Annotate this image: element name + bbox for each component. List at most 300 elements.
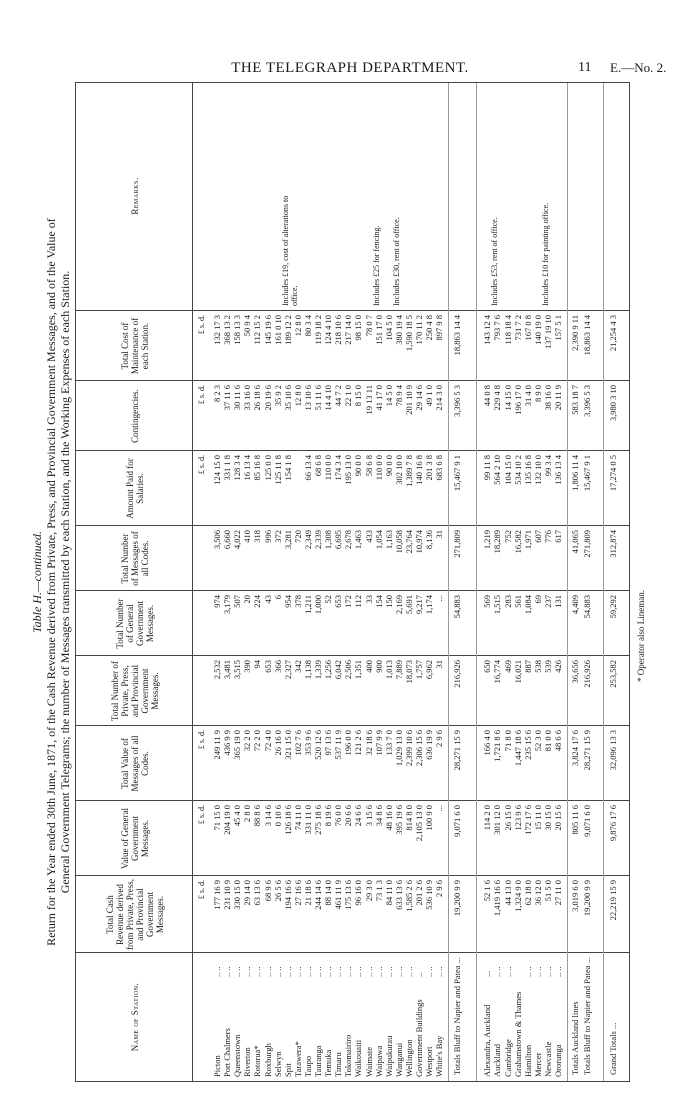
cell-value: 112 15 2 [252,315,263,345]
cell-value: 72 2 0 [252,730,263,752]
page-header-title: THE TELEGRAPH DEPARTMENT. [231,60,469,76]
cell-value: 636 19 9 [424,730,435,760]
cell-value: 170 11 2 [414,315,424,345]
cell-value: 51 11 6 [313,385,323,411]
station-name: Wellington [403,1039,414,1077]
cell-value: 2,532 [212,660,222,680]
leader-dots: .. .. [492,966,503,977]
cell-value: 229 4 8 [492,385,503,411]
cell-value: 12 8 0 [292,385,303,407]
cell-value: 20 6 6 [343,805,354,827]
unit-label: £ s. d. [197,805,206,825]
cell-value: 2 9 6 [434,730,445,747]
cell-value: 158 13 3 [232,315,243,345]
cell-value: 301 12 0 [492,805,503,835]
cell-value: 436 9 9 [222,730,233,756]
section-rule [476,83,477,1081]
cell-value: 776 [542,530,553,543]
cell-value: 44 7 2 [333,385,344,407]
cell-value: 390 [242,660,253,673]
cell-value: 16,774 [492,660,503,684]
cell-value: 235 15 6 [522,730,533,760]
cell-value: 29 14 0 [242,880,253,906]
rotated-table [30,82,660,1082]
cell-value: 123 9 6 [512,805,523,831]
cell-value: 12 8 0 [292,315,303,337]
cell-value: 35 9 2 [272,385,283,407]
cell-value: 63 13 6 [252,880,263,906]
leader-dots: .. .. [542,966,553,977]
cell-value: 1,419 16 6 [492,880,503,917]
station-row [353,81,363,1081]
cell-value: 1,256 [323,660,334,680]
cell-value: 10,058 [393,530,404,554]
cell-value: 249 11 9 [212,730,222,760]
cell-value: 34 8 6 [373,805,384,827]
cell-value: 36,656 [570,660,581,684]
leader-dots: .. .. [333,966,344,977]
cell-value: 536 10 9 [424,880,435,910]
cell-value: 569 [482,595,493,608]
cell-value: 104 15 0 [502,455,513,485]
cell-value: 539 [542,660,553,673]
cell-value: 31 4 0 [522,385,533,407]
cell-value: 2,678 [343,530,354,550]
cell-value: 177 16 9 [212,880,222,910]
unit-label [197,660,207,726]
station-name: Tarawera* [292,1041,303,1077]
cell-value: 145 19 6 [262,315,273,345]
cell-value: 136 13 4 [553,455,563,485]
cell-value: 633 13 6 [393,880,404,910]
table-title-line1: Return for the Year ended 30th June, 1871, of the Cash Revenue derived from Private, Press, and Provincial Government Messages, and of the Value of [44,218,58,946]
cell-value: 731 7 2 [512,315,523,341]
unit-label [197,85,207,311]
cell-value: 9,217 [414,595,424,615]
cell-value: 121 2 6 [353,730,364,756]
total-label: Totals Bluff to Napier and Patea ... [452,957,463,1075]
cell-value: 8 9 0 [532,385,543,402]
cell-value: 1,721 8 6 [492,730,503,762]
cell-value: 114 2 0 [482,805,493,831]
cell-value: 253,582 [608,660,619,688]
grand-totals-row [608,81,618,1081]
cell-value: 14 15 0 [502,385,513,411]
station-row [434,81,444,1081]
station-name: Rotorua* [252,1045,263,1077]
cell-value: 520 12 6 [313,730,323,760]
cell-value: 3 14 6 [262,805,273,827]
cell-value: 469 [502,660,513,673]
cell-value: 96 16 0 [353,880,364,906]
cell-value: 650 [482,660,493,673]
unit-label: £ s. d. [197,880,206,900]
cell-value: 26 5 6 [272,880,283,902]
table-frame [75,82,630,1082]
cell-value: 752 [502,530,513,543]
cell-value: 14 5 0 [383,385,394,407]
cell-value: 150 [383,595,394,608]
station-name: Port Chalmers [222,1028,233,1077]
cell-value: 78 0 7 [363,315,374,337]
cell-value: 814 8 0 [403,805,414,831]
cell-value: 15 11 0 [532,805,543,831]
section-rule [567,83,568,1081]
unit-label: £ s. d. [197,455,206,475]
cell-value: 131 [553,595,563,608]
cell-value: 58 6 8 [363,455,374,477]
cell-value: 271,809 [582,530,593,558]
cell-value: 94 [252,660,263,669]
column-header: Total Number of General Government Messages. [115,598,155,649]
cell-value: 69 [532,595,543,604]
cell-value: 4,409 [570,595,581,615]
cell-value: 135 16 8 [522,455,533,485]
cell-value: 6,962 [424,660,435,680]
cell-value: 175 13 6 [343,880,354,910]
cell-value: 410 [242,530,253,543]
station-name: Spit [282,1063,293,1077]
cell-value: 217 14 0 [343,315,354,345]
cell-value: 151 17 0 [373,315,384,345]
cell-value: 6 [272,595,283,600]
cell-value: 36 12 0 [532,880,543,906]
cell-value: 4,022 [232,530,243,550]
cell-value: 22,219 15 9 [608,880,619,921]
total-label: Grand Totals ... [608,1022,619,1075]
cell-value: 3,506 [212,530,222,550]
section-rule [603,83,604,1081]
cell-value: 331 1 8 [222,455,233,481]
cell-value: 3 15 6 [363,805,374,827]
cell-value: 29 3 0 [363,880,374,902]
leader-dots: .. .. [222,966,233,977]
cell-value: 19,200 9 9 [452,880,463,917]
cell-value: 26 18 6 [252,385,263,411]
cell-value: 507 [232,595,243,608]
totals-row [452,81,462,1081]
cell-value: 9,071 6 0 [452,805,463,837]
cell-value: 52 3 0 [532,730,543,752]
cell-value: 216,926 [452,660,463,688]
cell-value: 3,019 6 0 [570,880,581,912]
cell-value: 8,136 [424,530,435,550]
cell-value: 1,515 [492,595,503,615]
cell-value: 426 [553,660,563,673]
station-row [323,81,333,1081]
cell-value [293,455,303,526]
cell-value: 38 16 0 [542,385,553,411]
cell-value: 71 15 0 [212,805,222,831]
cell-value: 5,691 [403,595,414,615]
cell-value: 1,013 [383,660,394,680]
cell-value: 2,349 [302,530,313,550]
station-name: Waipukurau [383,1035,394,1077]
station-name: Riverton [242,1047,253,1077]
station-name: Roxburgh [262,1043,273,1077]
cell-value: 49 1 0 [424,385,435,407]
cell-value: 26 15 0 [502,805,513,831]
table-title-line2: General Government Telegrams; the number of Messages transmitted by each Station, and the Working Expenses of each Station. [58,270,72,894]
cell-value: 14 4 10 [323,385,334,411]
session-number: E.—No. 2. [610,60,667,75]
cell-value: 20 19 6 [262,385,273,411]
cell-value: 1,757 [414,660,424,680]
cell-value: 21,254 4 3 [608,315,619,352]
cell-value: 2,390 9 11 [570,315,581,351]
cell-value: 1,463 [353,530,364,550]
station-name: Government Buildings [414,999,424,1077]
cell-value: 271,809 [452,530,463,558]
leader-dots: .. .. [272,966,283,977]
station-row [232,81,242,1081]
cell-value: 1,324 9 0 [512,880,523,912]
cell-value: 167 0 8 [522,315,533,341]
cell-value: 85 16 8 [252,455,263,481]
cell-value: 218 10 6 [333,315,344,345]
cell-value: 538 [532,660,543,673]
cell-value: 195 13 0 [343,455,354,485]
cell-value: 583 18 7 [570,385,581,415]
cell-value: 196 17 0 [512,385,523,415]
cell-value: 102 7 6 [292,730,303,756]
cell-value: 2,306 15 6 [414,730,424,767]
cell-value: 52 1 6 [482,880,493,902]
cell-value: 395 19 6 [393,805,404,835]
column-header: Total Cash Revenue derived from Private, Press, and Provincial Government Messages. [105,879,165,950]
cell-value: 607 [532,530,543,543]
station-name: Mercer [532,1052,543,1077]
total-label: Totals Auckland lines [570,1001,581,1075]
cell-value: 1,447 18 6 [512,730,523,767]
leader-dots: .. .. [282,966,293,977]
cell-value: 1,163 [383,530,394,550]
cell-value: 32,096 13 3 [608,730,619,771]
station-name: Cambridge [502,1039,513,1077]
station-row [263,81,273,1081]
cell-value: 1,339 [313,660,323,680]
cell-value: 368 13 2 [222,315,233,345]
cell-value: 154 1 8 [282,455,293,481]
cell-value: 3,481 [222,660,233,680]
station-name: White's Bay [434,1035,445,1077]
cell-value: 59,292 [608,595,619,619]
column-header: Total Value of Messages of all Codes. [120,735,150,792]
cell-value: 1,174 [424,595,435,615]
cell-value: 2,506 [343,660,354,680]
cell-value: 18,289 [492,530,503,554]
cell-value: 10,974 [414,530,424,554]
cell-value: 118 18 4 [502,315,513,345]
leader-dots: .. .. [232,966,243,977]
cell-value: 97 13 6 [323,730,334,756]
cell-value: 237 [542,595,553,608]
cell-value: 90 0 0 [353,455,364,477]
station-row [333,81,343,1081]
station-name: Taupo [302,1055,313,1077]
cell-value: 1,585 2 6 [403,880,414,912]
cell-value: 72 4 0 [262,730,273,752]
cell-value: 15,467 9 1 [452,455,463,492]
cell-value: 1,971 [522,530,533,550]
cell-value: 132 17 3 [212,315,222,345]
cell-value: 28,271 15 9 [582,730,593,771]
station-name: Waipawa [373,1045,384,1077]
cell-value: 3,396 5 3 [582,385,593,417]
station-row [523,81,533,1081]
cell-value: 653 [262,660,273,673]
cell-value: 564 2 10 [492,455,503,485]
cell-value: 201 10 9 [403,385,414,415]
page-number: 11 [578,60,592,75]
leader-dots: .. .. [363,966,374,977]
station-name: Selwyn [272,1051,283,1077]
cell-value: 793 7 6 [492,315,503,341]
cell-value: 683 6 8 [434,455,445,481]
cell-value: 128 3 4 [232,455,243,481]
cell-value: 534 10 2 [512,455,523,485]
cell-value: 112 [353,595,364,608]
cell-value: 73 1 3 [373,880,384,902]
leader-dots: .. .. [262,966,273,977]
cell-value: 110 0 0 [323,455,334,481]
cell-value: 133 7 0 [383,730,394,756]
cell-value: 32 2 0 [242,730,253,752]
cell-value: 312,874 [608,530,619,558]
cell-value: 125 11 8 [272,455,283,485]
cell-value: 561 [512,595,523,608]
cell-value: 321 15 0 [282,730,293,760]
leader-dots: ... [482,970,493,977]
cell-value: 8 19 6 [323,805,334,827]
cell-value: 50 9 4 [242,315,253,337]
cell-value: 2,169 [393,595,404,615]
cell-value: 7,889 [393,660,404,680]
totals-row [570,81,580,1081]
cell-value: 9,876 17 6 [608,805,619,842]
remark: Includes £25 for fencing. [371,225,381,306]
unit-label [197,595,207,656]
leader-dots: .. .. [522,966,533,977]
leader-dots: .. .. [343,966,354,977]
cell-value: 6,695 [333,530,344,550]
cell-value: 30 15 0 [542,805,553,831]
cell-value: 21 18 6 [302,880,313,906]
cell-value: 172 17 6 [522,805,533,835]
cell-value: 41 17 0 [373,385,384,411]
cell-value: 2,399 10 6 [403,730,414,767]
section-rule [448,83,449,1081]
cell-value: 400 [363,660,374,673]
station-name: Queenstown [232,1034,243,1077]
cell-value: 1,138 [302,660,313,680]
station-name: Westport [424,1046,435,1077]
station-name: Ororunga [553,1044,563,1077]
cell-value: 81 0 0 [542,730,553,752]
cell-value: 216,926 [582,660,593,688]
cell-value: 104 5 0 [383,315,394,341]
cell-value: 35 10 6 [282,385,293,411]
station-name: Hamilton [522,1044,533,1077]
leader-dots: .. .. [242,966,253,977]
cell-value: 13 10 6 [302,385,313,411]
station-row [212,81,222,1081]
leader-dots: .. .. [323,966,334,977]
cell-value: 250 4 8 [424,315,435,341]
cell-value: 51 5 0 [542,880,553,902]
cell-value: 380 19 4 [393,315,404,345]
cell-value: 18,863 14 4 [452,315,463,356]
cell-value: 28,271 15 9 [452,730,463,771]
column-header: Contingencies. [130,389,140,443]
cell-value: 16 13 4 [242,455,253,481]
leader-dots: .. .. [302,966,313,977]
cell-value: 3,396 5 3 [452,385,463,417]
cell-value: 62 18 0 [522,880,533,906]
leader-dots: .. .. [292,966,303,977]
cell-value: 194 16 6 [282,880,293,910]
cell-value: 196 0 0 [343,730,354,756]
unit-label: £ s. d. [197,315,206,335]
cell-value: 974 [212,595,222,608]
station-row [424,81,434,1081]
cell-value: 8 2 3 [212,385,222,402]
cell-value: 20 15 6 [553,805,563,831]
remark: Includes £10 for painting office. [540,202,550,306]
cell-value: 19 13 11 [363,385,374,415]
station-row [513,81,523,1081]
cell-value: 1,054 [373,530,384,550]
leader-dots: .. .. [424,966,435,977]
cell-value: 29 14 6 [414,385,424,411]
cell-value: 3,179 [222,595,233,615]
leader-dots: .. .. [532,966,543,977]
cell-value: 44 0 8 [482,385,493,407]
station-name: Grahamstown & Thames [512,991,523,1077]
cell-value: 124 15 0 [212,455,222,485]
column-header: Name of Station. [130,982,140,1052]
cell-value: 372 [272,530,283,543]
cell-value: 68 9 6 [262,880,273,902]
cell-value: 2,327 [282,660,293,680]
unit-label [197,530,207,591]
cell-value: 78 9 4 [393,385,404,407]
cell-value: 80 3 4 [302,315,313,337]
station-name: Wanganui [393,1042,404,1077]
station-row [313,81,323,1081]
cell-value: 30 11 6 [232,385,243,411]
column-header: Total Cost of Maintenance of each Station. [120,317,150,375]
cell-value: 84 11 0 [383,880,394,906]
cell-value: 33 16 0 [242,385,253,411]
cell-value: 26 16 0 [272,730,283,756]
cell-value: 132 10 0 [532,455,543,485]
cell-value: 1,211 [302,595,313,614]
cell-value: 88 14 0 [323,880,334,906]
cell-value: 166 4 0 [482,730,493,756]
station-name: Picton [212,1055,222,1077]
column-header: Total Number of Messages of all Codes. [120,531,150,586]
cell-value: 74 11 0 [292,805,303,831]
cell-value: 331 11 0 [302,805,313,835]
cell-value: 283 [502,595,513,608]
unit-label: £ s. d. [197,385,206,405]
cell-value: 1,029 13 0 [393,730,404,767]
leader-dots: .. .. [403,966,414,977]
cell-value: 461 11 9 [333,880,344,910]
cell-value: 1,084 [522,595,533,615]
leader-dots: .. .. [383,966,394,977]
